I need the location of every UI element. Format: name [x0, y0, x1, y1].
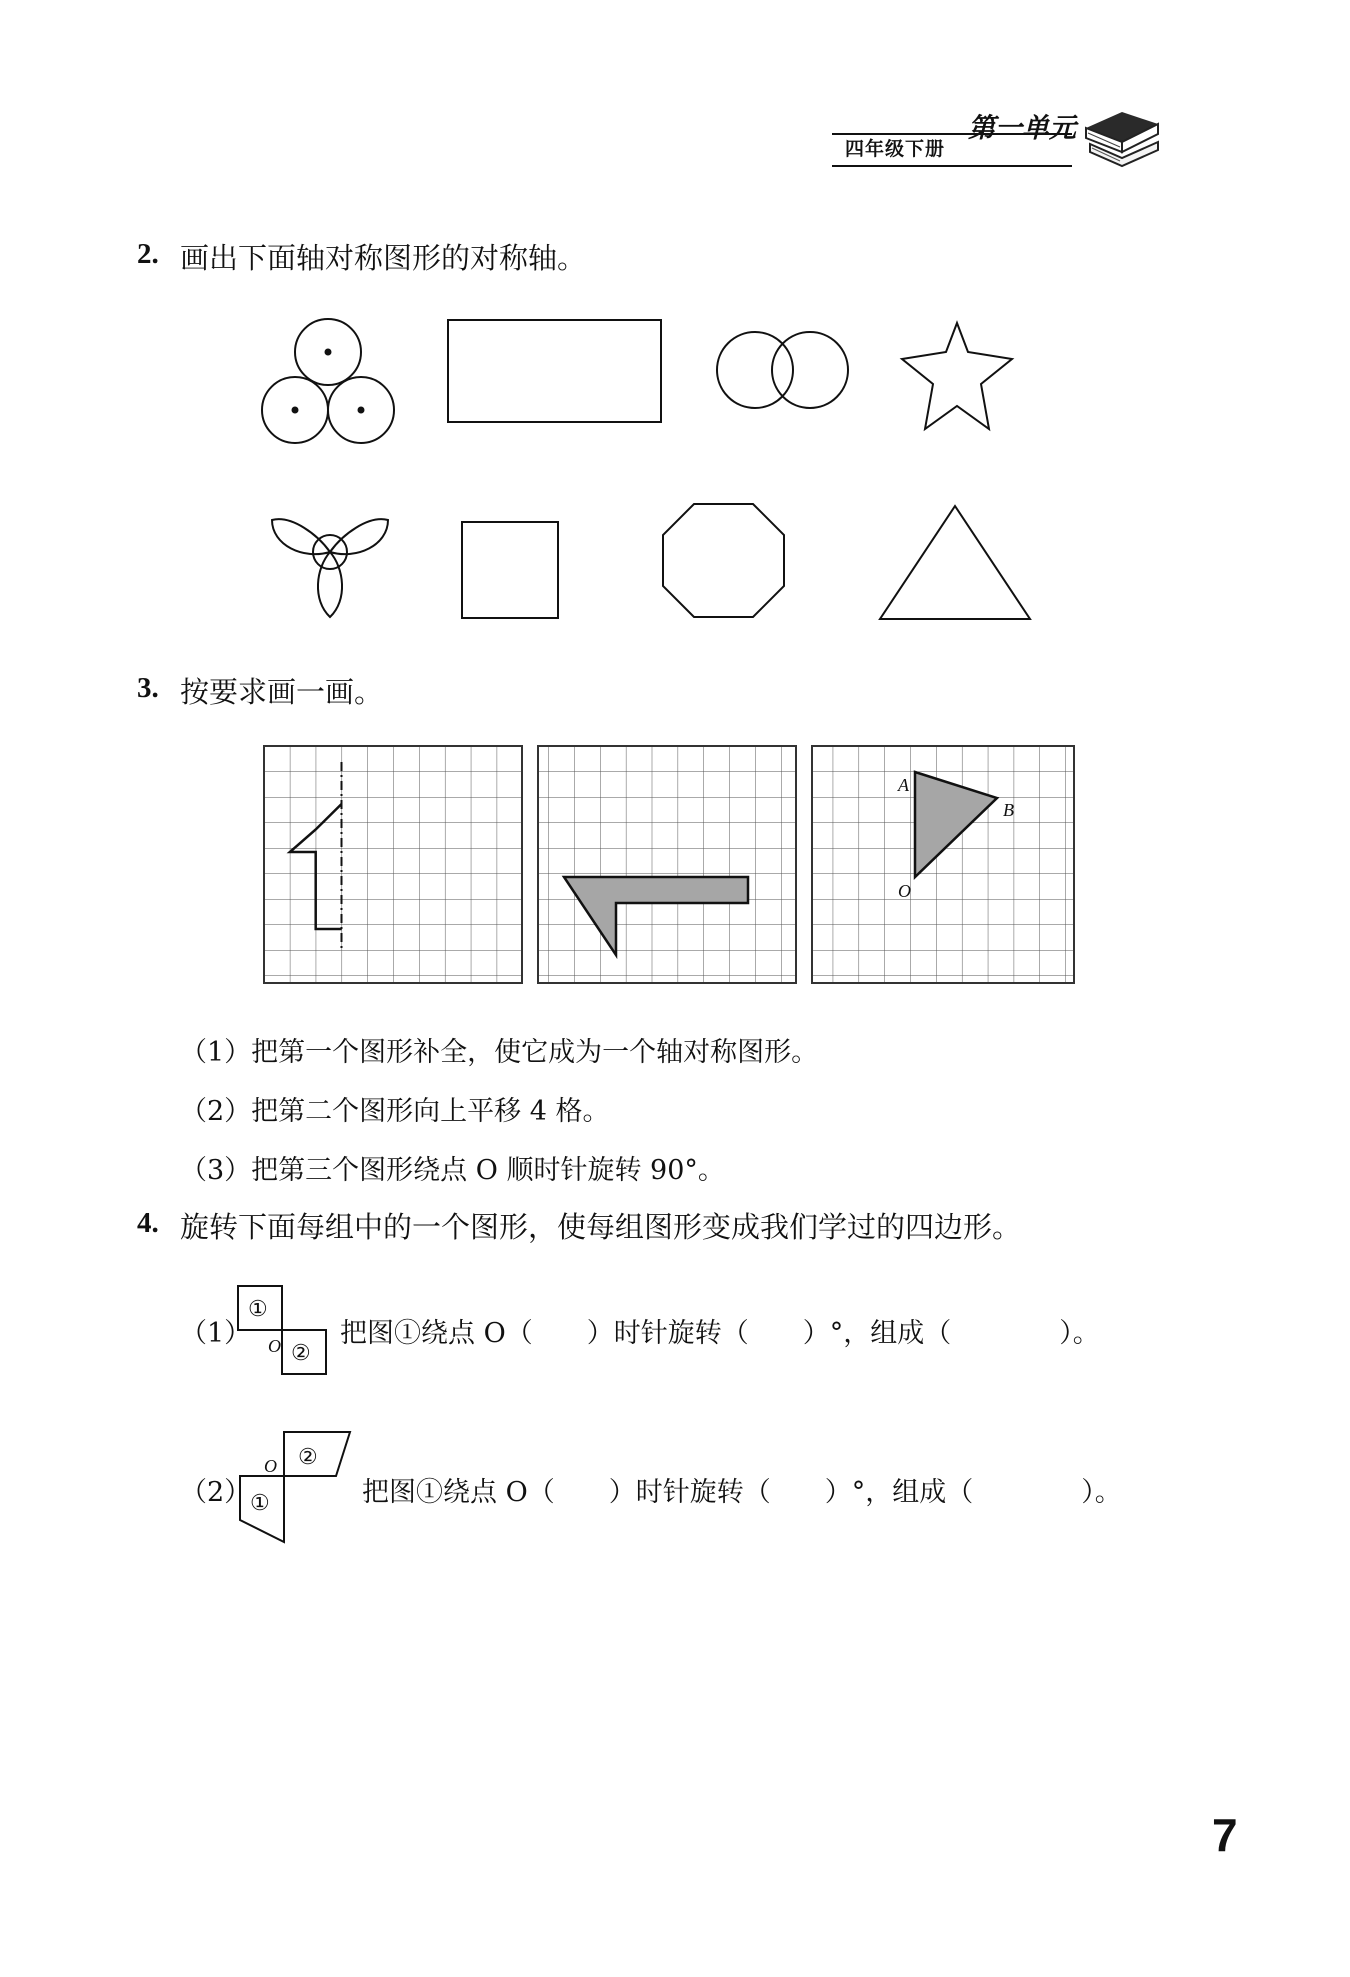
svg-text:②: ②	[298, 1444, 318, 1469]
grid-2	[538, 746, 796, 983]
q4-sub2-label: （2）	[180, 1477, 252, 1508]
point-a-label: A	[898, 775, 909, 795]
svg-text:O: O	[268, 1336, 281, 1356]
page-number: 7	[1212, 1809, 1238, 1861]
grade-label: 四年级下册	[845, 138, 946, 160]
three-circles-figure	[262, 319, 394, 443]
question-3-text: 按要求画一画。	[180, 675, 384, 709]
q4-sub1-text: 把图①绕点 O（ ）时针旋转（ ）°，组成（ ）。	[340, 1318, 1100, 1349]
svg-text:①: ①	[248, 1296, 268, 1321]
trefoil-figure	[272, 519, 388, 617]
point-o-label: O	[898, 881, 911, 901]
q4-sub2-text: 把图①绕点 O（ ）时针旋转（ ）°，组成（ ）。	[362, 1477, 1122, 1508]
q4-sub1-label: （1）	[180, 1318, 252, 1349]
svg-text:②: ②	[291, 1340, 311, 1365]
q3-item-2: （2）把第二个图形向上平移 4 格。	[180, 1096, 610, 1127]
grid-3	[812, 746, 1074, 983]
question-4-number: 4.	[137, 1207, 159, 1239]
square-figure	[462, 522, 558, 618]
books-icon	[1082, 100, 1162, 170]
grid-figures	[0, 740, 1350, 990]
svg-text:①: ①	[250, 1490, 270, 1515]
rectangle-figure	[448, 320, 661, 422]
question-4-text: 旋转下面每组中的一个图形，使每组图形变成我们学过的四边形。	[180, 1210, 1022, 1244]
grid-1	[264, 746, 522, 983]
octagon-figure	[663, 504, 784, 617]
q3-item-1: （1）把第一个图形补全，使它成为一个轴对称图形。	[180, 1037, 819, 1068]
point-b-label: B	[1003, 800, 1014, 820]
unit-label: 第一单元	[968, 113, 1076, 144]
question-3-number: 3.	[137, 672, 159, 704]
overlapping-circles-figure	[717, 332, 848, 408]
q4-sub2-figure	[236, 1428, 356, 1548]
triangle-figure	[880, 506, 1030, 619]
svg-text:O: O	[264, 1456, 277, 1476]
question-2-number: 2.	[137, 238, 159, 270]
symmetric-figures	[0, 300, 1350, 640]
q3-item-3: （3）把第三个图形绕点 O 顺时针旋转 90°。	[180, 1155, 725, 1186]
question-2-text: 画出下面轴对称图形的对称轴。	[180, 241, 587, 275]
q4-sub1-figure	[234, 1282, 334, 1382]
star-figure	[902, 323, 1012, 429]
